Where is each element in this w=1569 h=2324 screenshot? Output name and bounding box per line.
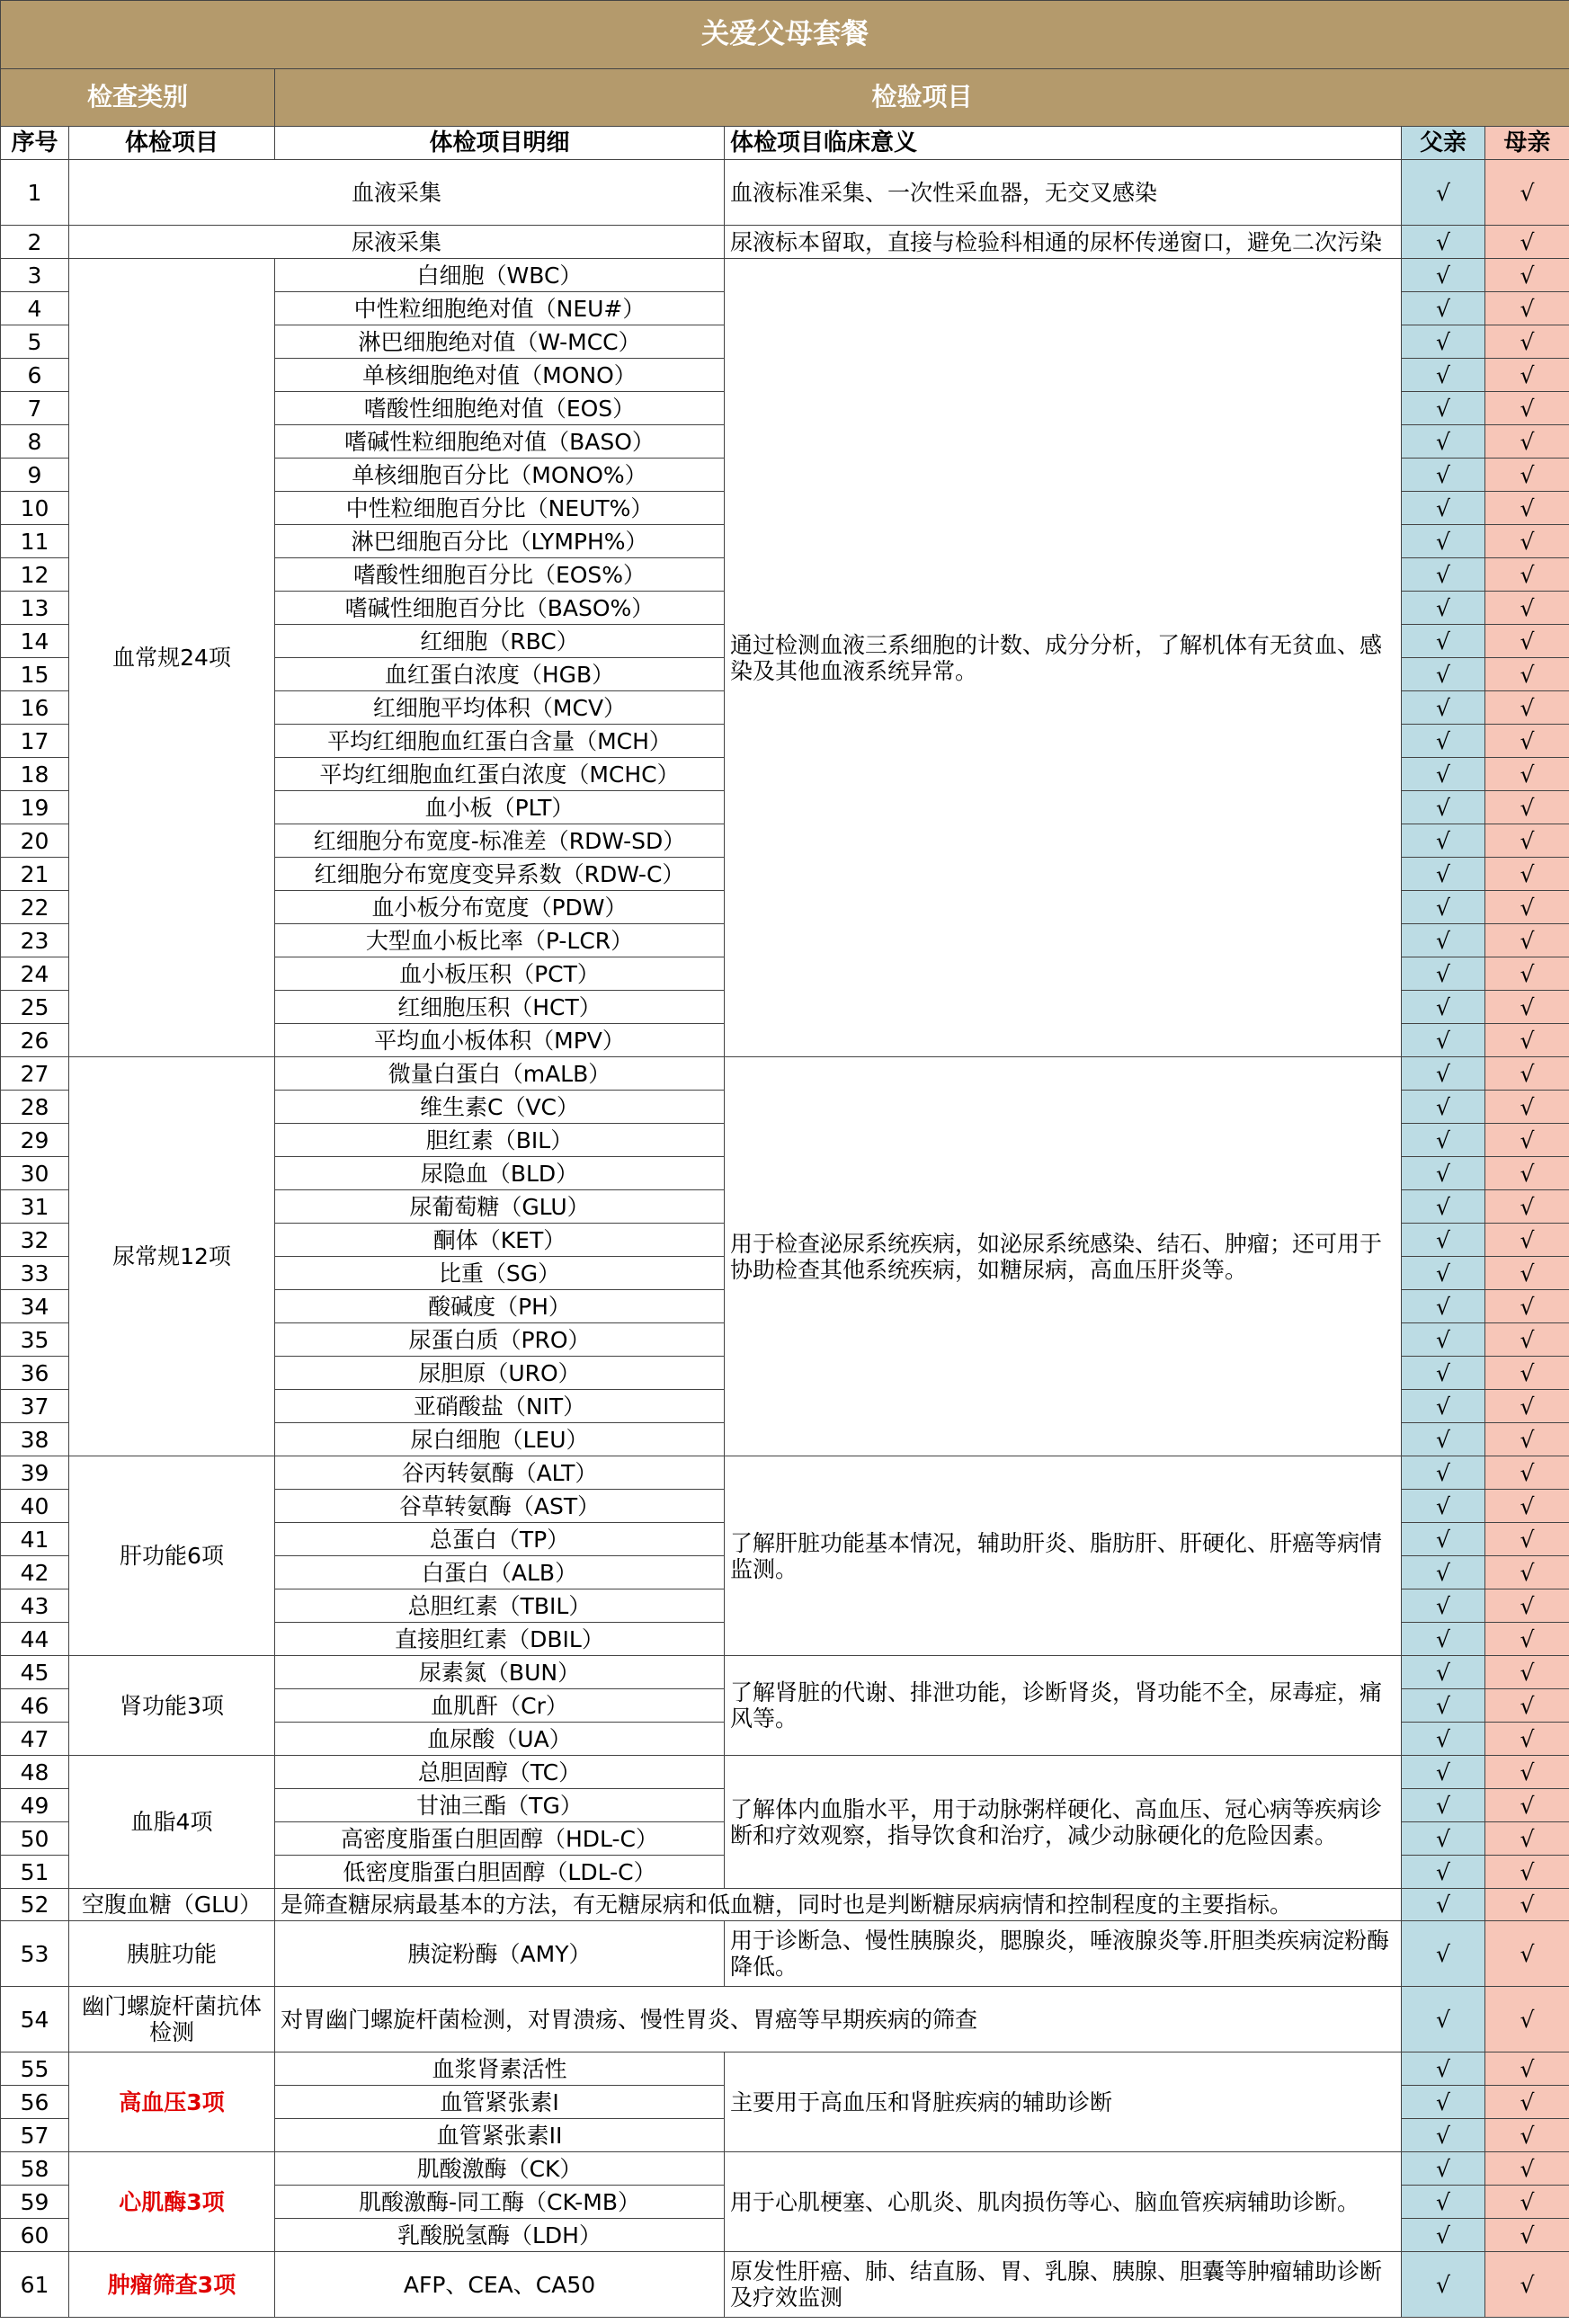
father-check-mark: √	[1402, 160, 1485, 226]
mother-check-mark: √	[1485, 1024, 1569, 1057]
mother-check-mark: √	[1485, 160, 1569, 226]
father-check-mark: √	[1402, 824, 1485, 858]
category-header: 检查类别	[1, 69, 275, 127]
table-row	[1, 2252, 1569, 2318]
item-detail: 血小板（PLT）	[275, 791, 725, 824]
row-number: 18	[1, 758, 69, 791]
item-detail: 血小板压积（PCT）	[275, 957, 725, 991]
item-detail: 淋巴细胞百分比（LYMPH%）	[275, 525, 725, 558]
item-detail: 肌酸激酶-同工酶（CK-MB）	[275, 2186, 725, 2219]
mother-check-mark: √	[1485, 2086, 1569, 2119]
father-check-mark: √	[1402, 325, 1485, 359]
mother-check-mark: √	[1485, 1091, 1569, 1124]
father-check-mark: √	[1402, 2186, 1485, 2219]
father-check-mark: √	[1402, 1623, 1485, 1656]
mother-check-mark: √	[1485, 359, 1569, 392]
father-check-mark: √	[1402, 791, 1485, 824]
father-check-mark: √	[1402, 758, 1485, 791]
mother-check-mark: √	[1485, 1124, 1569, 1157]
row-number: 42	[1, 1556, 69, 1589]
row-number: 16	[1, 691, 69, 725]
father-check-mark: √	[1402, 2152, 1485, 2186]
row-number: 29	[1, 1124, 69, 1157]
father-check-mark: √	[1402, 1224, 1485, 1257]
mother-check-mark: √	[1485, 392, 1569, 425]
father-check-mark: √	[1402, 1856, 1485, 1889]
group-item-name: 血常规24项	[69, 259, 275, 1057]
mother-check-mark: √	[1485, 1257, 1569, 1290]
father-check-mark: √	[1402, 1822, 1485, 1856]
row-number: 32	[1, 1224, 69, 1257]
row-number: 48	[1, 1756, 69, 1789]
row-number: 61	[1, 2252, 69, 2318]
item-detail: 尿液采集	[69, 226, 725, 259]
group-item-name: 肝功能6项	[69, 1456, 275, 1656]
row-number: 4	[1, 292, 69, 325]
mother-check-mark: √	[1485, 459, 1569, 492]
clinical-meaning: 原发性肝癌、肺、结直肠、胃、乳腺、胰腺、胆囊等肿瘤辅助诊断及疗效监测	[725, 2252, 1402, 2318]
mother-check-mark: √	[1485, 1689, 1569, 1723]
mother-check-mark: √	[1485, 924, 1569, 957]
clinical-meaning: 用于诊断急、慢性胰腺炎，腮腺炎，唾液腺炎等.肝胆类疾病淀粉酶降低。	[725, 1921, 1402, 1987]
row-number: 5	[1, 325, 69, 359]
item-detail: 比重（SG）	[275, 1257, 725, 1290]
item-detail: 中性粒细胞绝对值（NEU#）	[275, 292, 725, 325]
item-detail: 维生素C（VC）	[275, 1091, 725, 1124]
row-number: 13	[1, 592, 69, 625]
mother-check-mark: √	[1485, 1157, 1569, 1190]
row-number: 54	[1, 1987, 69, 2052]
father-check-mark: √	[1402, 1323, 1485, 1357]
mother-check-mark: √	[1485, 1456, 1569, 1490]
row-number: 8	[1, 425, 69, 459]
father-check-mark: √	[1402, 1490, 1485, 1523]
group-clinical-meaning: 主要用于高血压和肾脏疾病的辅助诊断	[725, 2052, 1402, 2152]
row-number: 35	[1, 1323, 69, 1357]
mother-check-mark: √	[1485, 1390, 1569, 1423]
father-check-mark: √	[1402, 259, 1485, 292]
mother-check-mark: √	[1485, 1723, 1569, 1756]
row-number: 11	[1, 525, 69, 558]
col-header-no: 序号	[1, 127, 69, 160]
father-check-mark: √	[1402, 1889, 1485, 1921]
item-detail: 微量白蛋白（mALB）	[275, 1057, 725, 1091]
father-check-mark: √	[1402, 625, 1485, 658]
father-check-mark: √	[1402, 858, 1485, 891]
item-detail: 平均血小板体积（MPV）	[275, 1024, 725, 1057]
item-detail: 红细胞平均体积（MCV）	[275, 691, 725, 725]
item-detail: 肌酸激酶（CK）	[275, 2152, 725, 2186]
mother-check-mark: √	[1485, 2252, 1569, 2318]
row-number: 57	[1, 2119, 69, 2152]
mother-check-mark: √	[1485, 1987, 1569, 2052]
row-number: 46	[1, 1689, 69, 1723]
group-clinical-meaning: 用于心肌梗塞、心肌炎、肌肉损伤等心、脑血管疾病辅助诊断。	[725, 2152, 1402, 2252]
father-check-mark: √	[1402, 1091, 1485, 1124]
item-detail: 谷丙转氨酶（ALT）	[275, 1456, 725, 1490]
mother-check-mark: √	[1485, 791, 1569, 824]
inspection-header: 检验项目	[275, 69, 1569, 127]
mother-check-mark: √	[1485, 1822, 1569, 1856]
father-check-mark: √	[1402, 1124, 1485, 1157]
row-number: 17	[1, 725, 69, 758]
mother-check-mark: √	[1485, 1589, 1569, 1623]
mother-check-mark: √	[1485, 525, 1569, 558]
mother-check-mark: √	[1485, 2152, 1569, 2186]
row-number: 55	[1, 2052, 69, 2086]
item-detail: 酸碱度（PH）	[275, 1290, 725, 1323]
item-detail: 单核细胞百分比（MONO%）	[275, 459, 725, 492]
father-check-mark: √	[1402, 1589, 1485, 1623]
father-check-mark: √	[1402, 2252, 1485, 2318]
mother-check-mark: √	[1485, 2119, 1569, 2152]
group-clinical-meaning: 了解体内血脂水平，用于动脉粥样硬化、高血压、冠心病等疾病诊断和疗效观察，指导饮食和治疗，减少动脉硬化的危险因素。	[725, 1756, 1402, 1889]
row-number: 50	[1, 1822, 69, 1856]
mother-check-mark: √	[1485, 292, 1569, 325]
row-number: 3	[1, 259, 69, 292]
item-detail: 嗜酸性细胞百分比（EOS%）	[275, 558, 725, 592]
table-row	[1, 1057, 1569, 1091]
item-detail: 胆红素（BIL）	[275, 1124, 725, 1157]
row-number: 26	[1, 1024, 69, 1057]
mother-check-mark: √	[1485, 492, 1569, 525]
row-number: 33	[1, 1257, 69, 1290]
item-detail: 尿素氮（BUN）	[275, 1656, 725, 1689]
mother-check-mark: √	[1485, 425, 1569, 459]
row-number: 56	[1, 2086, 69, 2119]
item-detail: 高密度脂蛋白胆固醇（HDL-C）	[275, 1822, 725, 1856]
father-check-mark: √	[1402, 691, 1485, 725]
father-check-mark: √	[1402, 1789, 1485, 1822]
clinical-meaning: 血液标准采集、一次性采血器，无交叉感染	[725, 160, 1402, 226]
mother-check-mark: √	[1485, 1921, 1569, 1987]
row-number: 53	[1, 1921, 69, 1987]
item-name: 空腹血糖（GLU）	[69, 1889, 275, 1921]
item-detail: 血管紧张素II	[275, 2119, 725, 2152]
row-number: 43	[1, 1589, 69, 1623]
mother-check-mark: √	[1485, 625, 1569, 658]
group-item-name: 尿常规12项	[69, 1057, 275, 1456]
mother-check-mark: √	[1485, 2219, 1569, 2252]
item-detail: 总蛋白（TP）	[275, 1523, 725, 1556]
table-row	[1, 1756, 1569, 1789]
mother-check-mark: √	[1485, 325, 1569, 359]
father-check-mark: √	[1402, 1190, 1485, 1224]
father-check-mark: √	[1402, 1689, 1485, 1723]
clinical-meaning: 对胃幽门螺旋杆菌检测，对胃溃疡、慢性胃炎、胃癌等早期疾病的筛查	[275, 1987, 1402, 2052]
mother-check-mark: √	[1485, 1490, 1569, 1523]
item-detail: AFP、CEA、CA50	[275, 2252, 725, 2318]
group-clinical-meaning: 了解肾脏的代谢、排泄功能，诊断肾炎，肾功能不全，尿毒症，痛风等。	[725, 1656, 1402, 1756]
father-check-mark: √	[1402, 991, 1485, 1024]
father-check-mark: √	[1402, 1523, 1485, 1556]
item-detail: 血液采集	[69, 160, 725, 226]
mother-check-mark: √	[1485, 259, 1569, 292]
group-item-name: 肾功能3项	[69, 1656, 275, 1756]
table-row	[1, 1456, 1569, 1490]
item-detail: 血浆肾素活性	[275, 2052, 725, 2086]
item-detail: 血尿酸（UA）	[275, 1723, 725, 1756]
item-detail: 甘油三酯（TG）	[275, 1789, 725, 1822]
item-detail: 总胆固醇（TC）	[275, 1756, 725, 1789]
item-detail: 尿葡萄糖（GLU）	[275, 1190, 725, 1224]
row-number: 1	[1, 160, 69, 226]
row-number: 25	[1, 991, 69, 1024]
item-detail: 低密度脂蛋白胆固醇（LDL-C）	[275, 1856, 725, 1889]
row-number: 37	[1, 1390, 69, 1423]
item-name: 胰脏功能	[69, 1921, 275, 1987]
father-check-mark: √	[1402, 1390, 1485, 1423]
father-check-mark: √	[1402, 1057, 1485, 1091]
table-row	[1, 259, 1569, 292]
father-check-mark: √	[1402, 2052, 1485, 2086]
item-name: 肿瘤筛查3项	[69, 2252, 275, 2318]
mother-check-mark: √	[1485, 592, 1569, 625]
father-check-mark: √	[1402, 392, 1485, 425]
row-number: 38	[1, 1423, 69, 1456]
mother-check-mark: √	[1485, 1357, 1569, 1390]
father-check-mark: √	[1402, 292, 1485, 325]
item-detail: 血红蛋白浓度（HGB）	[275, 658, 725, 691]
item-detail: 白细胞（WBC）	[275, 259, 725, 292]
mother-check-mark: √	[1485, 824, 1569, 858]
mother-check-mark: √	[1485, 1057, 1569, 1091]
father-check-mark: √	[1402, 1756, 1485, 1789]
mother-check-mark: √	[1485, 2186, 1569, 2219]
father-check-mark: √	[1402, 1024, 1485, 1057]
item-detail: 红细胞（RBC）	[275, 625, 725, 658]
item-detail: 单核细胞绝对值（MONO）	[275, 359, 725, 392]
father-check-mark: √	[1402, 492, 1485, 525]
item-detail: 红细胞分布宽度变异系数（RDW-C）	[275, 858, 725, 891]
item-detail: 淋巴细胞绝对值（W-MCC）	[275, 325, 725, 359]
col-header-detail: 体检项目明细	[275, 127, 725, 160]
father-check-mark: √	[1402, 2086, 1485, 2119]
item-detail: 嗜碱性粒细胞绝对值（BASO）	[275, 425, 725, 459]
item-detail: 直接胆红素（DBIL）	[275, 1623, 725, 1656]
mother-check-mark: √	[1485, 1856, 1569, 1889]
row-number: 31	[1, 1190, 69, 1224]
group-clinical-meaning: 通过检测血液三系细胞的计数、成分分析，了解机体有无贫血、感染及其他血液系统异常。	[725, 259, 1402, 1057]
father-check-mark: √	[1402, 1357, 1485, 1390]
table-row	[1, 1889, 1569, 1921]
col-header-meaning: 体检项目临床意义	[725, 127, 1402, 160]
row-number: 21	[1, 858, 69, 891]
row-number: 51	[1, 1856, 69, 1889]
row-number: 23	[1, 924, 69, 957]
father-check-mark: √	[1402, 658, 1485, 691]
mother-check-mark: √	[1485, 1523, 1569, 1556]
father-check-mark: √	[1402, 1257, 1485, 1290]
item-detail: 嗜碱性细胞百分比（BASO%）	[275, 592, 725, 625]
col-header-item: 体检项目	[69, 127, 275, 160]
item-name: 幽门螺旋杆菌抗体检测	[69, 1987, 275, 2052]
group-item-name: 心肌酶3项	[69, 2152, 275, 2252]
father-check-mark: √	[1402, 359, 1485, 392]
table-row	[1, 1921, 1569, 1987]
item-detail: 中性粒细胞百分比（NEUT%）	[275, 492, 725, 525]
table-row	[1, 1987, 1569, 2052]
father-check-mark: √	[1402, 1456, 1485, 1490]
clinical-meaning: 是筛查糖尿病最基本的方法，有无糖尿病和低血糖，同时也是判断糖尿病病情和控制程度的主要指标。	[275, 1889, 1402, 1921]
item-detail: 亚硝酸盐（NIT）	[275, 1390, 725, 1423]
item-detail: 尿隐血（BLD）	[275, 1157, 725, 1190]
mother-check-mark: √	[1485, 658, 1569, 691]
group-item-name: 血脂4项	[69, 1756, 275, 1889]
mother-check-mark: √	[1485, 1556, 1569, 1589]
group-clinical-meaning: 用于检查泌尿系统疾病，如泌尿系统感染、结石、肿瘤；还可用于协助检查其他系统疾病，如糖尿病，高血压肝炎等。	[725, 1057, 1402, 1456]
row-number: 2	[1, 226, 69, 259]
item-detail: 大型血小板比率（P-LCR）	[275, 924, 725, 957]
father-check-mark: √	[1402, 957, 1485, 991]
row-number: 40	[1, 1490, 69, 1523]
row-number: 47	[1, 1723, 69, 1756]
father-check-mark: √	[1402, 592, 1485, 625]
item-detail: 红细胞压积（HCT）	[275, 991, 725, 1024]
row-number: 15	[1, 658, 69, 691]
table-row	[1, 2152, 1569, 2186]
row-number: 12	[1, 558, 69, 592]
mother-check-mark: √	[1485, 858, 1569, 891]
item-detail: 尿蛋白质（PRO）	[275, 1323, 725, 1357]
item-detail: 胰淀粉酶（AMY）	[275, 1921, 725, 1987]
row-number: 59	[1, 2186, 69, 2219]
row-number: 14	[1, 625, 69, 658]
row-number: 6	[1, 359, 69, 392]
item-detail: 乳酸脱氢酶（LDH）	[275, 2219, 725, 2252]
father-check-mark: √	[1402, 2219, 1485, 2252]
item-detail: 尿白细胞（LEU）	[275, 1423, 725, 1456]
mother-check-mark: √	[1485, 691, 1569, 725]
item-detail: 尿胆原（URO）	[275, 1357, 725, 1390]
mother-check-mark: √	[1485, 1224, 1569, 1257]
item-detail: 嗜酸性细胞绝对值（EOS）	[275, 392, 725, 425]
item-detail: 总胆红素（TBIL）	[275, 1589, 725, 1623]
row-number: 36	[1, 1357, 69, 1390]
mother-check-mark: √	[1485, 1623, 1569, 1656]
mother-check-mark: √	[1485, 1423, 1569, 1456]
row-number: 22	[1, 891, 69, 924]
father-check-mark: √	[1402, 1723, 1485, 1756]
row-number: 52	[1, 1889, 69, 1921]
mother-check-mark: √	[1485, 1323, 1569, 1357]
mother-check-mark: √	[1485, 1290, 1569, 1323]
father-check-mark: √	[1402, 226, 1485, 259]
mother-check-mark: √	[1485, 891, 1569, 924]
col-header-mother: 母亲	[1485, 127, 1569, 160]
row-number: 7	[1, 392, 69, 425]
item-detail: 平均红细胞血红蛋白含量（MCH）	[275, 725, 725, 758]
row-number: 41	[1, 1523, 69, 1556]
row-number: 24	[1, 957, 69, 991]
father-check-mark: √	[1402, 1987, 1485, 2052]
row-number: 60	[1, 2219, 69, 2252]
row-number: 34	[1, 1290, 69, 1323]
father-check-mark: √	[1402, 525, 1485, 558]
father-check-mark: √	[1402, 725, 1485, 758]
item-detail: 白蛋白（ALB）	[275, 1556, 725, 1589]
table-row	[1, 226, 1569, 259]
mother-check-mark: √	[1485, 1789, 1569, 1822]
item-detail: 平均红细胞血红蛋白浓度（MCHC）	[275, 758, 725, 791]
row-number: 9	[1, 459, 69, 492]
father-check-mark: √	[1402, 1921, 1485, 1987]
row-number: 30	[1, 1157, 69, 1190]
row-number: 27	[1, 1057, 69, 1091]
group-item-name: 高血压3项	[69, 2052, 275, 2152]
father-check-mark: √	[1402, 425, 1485, 459]
row-number: 19	[1, 791, 69, 824]
item-detail: 血管紧张素I	[275, 2086, 725, 2119]
row-number: 39	[1, 1456, 69, 1490]
item-detail: 血肌酐（Cr）	[275, 1689, 725, 1723]
table-row	[1, 2052, 1569, 2086]
table-row	[1, 160, 1569, 226]
mother-check-mark: √	[1485, 1756, 1569, 1789]
mother-check-mark: √	[1485, 1889, 1569, 1921]
item-detail: 酮体（KET）	[275, 1224, 725, 1257]
mother-check-mark: √	[1485, 2052, 1569, 2086]
father-check-mark: √	[1402, 1157, 1485, 1190]
table-row	[1, 1656, 1569, 1689]
father-check-mark: √	[1402, 1656, 1485, 1689]
father-check-mark: √	[1402, 1290, 1485, 1323]
father-check-mark: √	[1402, 558, 1485, 592]
mother-check-mark: √	[1485, 725, 1569, 758]
page-title: 关爱父母套餐	[1, 1, 1569, 69]
father-check-mark: √	[1402, 891, 1485, 924]
clinical-meaning: 尿液标本留取，直接与检验科相通的尿杯传递窗口，避免二次污染	[725, 226, 1402, 259]
row-number: 58	[1, 2152, 69, 2186]
item-detail: 谷草转氨酶（AST）	[275, 1490, 725, 1523]
mother-check-mark: √	[1485, 991, 1569, 1024]
mother-check-mark: √	[1485, 1656, 1569, 1689]
mother-check-mark: √	[1485, 1190, 1569, 1224]
mother-check-mark: √	[1485, 226, 1569, 259]
group-clinical-meaning: 了解肝脏功能基本情况，辅助肝炎、脂肪肝、肝硬化、肝癌等病情监测。	[725, 1456, 1402, 1656]
row-number: 28	[1, 1091, 69, 1124]
father-check-mark: √	[1402, 924, 1485, 957]
father-check-mark: √	[1402, 1556, 1485, 1589]
row-number: 44	[1, 1623, 69, 1656]
row-number: 49	[1, 1789, 69, 1822]
father-check-mark: √	[1402, 459, 1485, 492]
item-detail: 红细胞分布宽度-标准差（RDW-SD）	[275, 824, 725, 858]
item-detail: 血小板分布宽度（PDW）	[275, 891, 725, 924]
father-check-mark: √	[1402, 1423, 1485, 1456]
mother-check-mark: √	[1485, 558, 1569, 592]
mother-check-mark: √	[1485, 758, 1569, 791]
row-number: 10	[1, 492, 69, 525]
father-check-mark: √	[1402, 2119, 1485, 2152]
mother-check-mark: √	[1485, 957, 1569, 991]
row-number: 45	[1, 1656, 69, 1689]
row-number: 20	[1, 824, 69, 858]
col-header-father: 父亲	[1402, 127, 1485, 160]
